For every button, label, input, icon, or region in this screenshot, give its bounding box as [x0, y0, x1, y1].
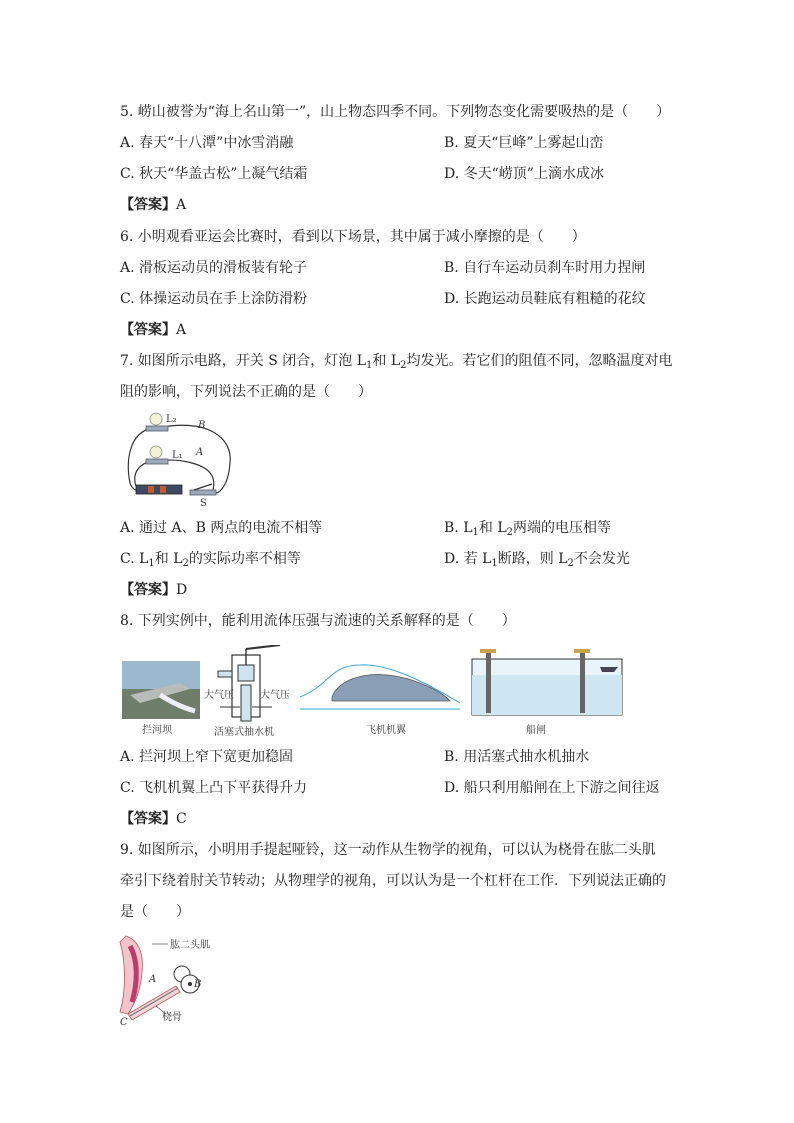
switch-icon — [190, 490, 216, 495]
switch-lever — [194, 484, 212, 490]
subscript: 2 — [400, 360, 407, 371]
subscript: 1 — [148, 558, 155, 569]
q7-answer — [120, 580, 187, 600]
q6-option-d: D. 长跑运动员鞋底有粗糙的花纹 — [444, 291, 646, 307]
text: 和 L — [154, 551, 183, 567]
q6-option-b: B. 自行车运动员刹车时用力捏闸 — [444, 260, 646, 276]
text: 两端的电压相等 — [513, 520, 611, 536]
subscript: 1 — [472, 527, 479, 538]
q7-stem-line2: 阻的影响，下列说法不正确的是（ ） — [120, 384, 372, 400]
q5-stem: 5. 崂山被誉为“海上名山第一”，山上物态四季不同。下列物态变化需要吸热的是（ ） — [120, 104, 671, 120]
label-atm-right: 大气压 — [260, 690, 290, 701]
answer-value: A — [176, 322, 187, 338]
battery-cell — [148, 486, 154, 493]
q6-option-c: C. 体操运动员在手上涂防滑粉 — [120, 291, 308, 307]
q8-stem: 8. 下列实例中，能利用流体压强与流速的关系解释的是（ ） — [120, 613, 516, 629]
answer-value: C — [176, 811, 187, 827]
lock-gate-left — [486, 651, 491, 713]
lamp-base-l1 — [146, 459, 168, 464]
q8-option-c: C. 飞机机翼上凸下平获得升力 — [120, 780, 308, 796]
q8-answer — [120, 809, 187, 829]
label-b: B — [194, 979, 202, 990]
q8-option-a: A. 拦河坝上窄下宽更加稳固 — [120, 749, 294, 765]
subscript: 2 — [567, 558, 574, 569]
point-b — [188, 982, 192, 986]
label-a: A — [196, 447, 204, 458]
label-l1: L₁ — [172, 450, 183, 461]
text: 和 L — [372, 353, 401, 369]
battery-icon — [136, 485, 182, 494]
lock-gate-cap — [480, 649, 496, 653]
lock-gate-right — [580, 651, 585, 713]
label-c: C — [120, 1017, 128, 1027]
bulb-l1-icon — [150, 446, 162, 458]
label-a: A — [149, 974, 157, 985]
text: C. L — [120, 551, 149, 567]
lamp-base-l2 — [146, 426, 168, 431]
answer-label: 【答案】 — [120, 322, 176, 338]
subscript: 1 — [491, 558, 498, 569]
subscript: 1 — [366, 360, 373, 371]
label-s: S — [200, 498, 207, 508]
q7-option-d — [444, 549, 630, 569]
pump-chamber — [238, 665, 254, 681]
q9-stem-line3: 是（ ） — [120, 904, 190, 920]
answer-label: 【答案】 — [120, 197, 176, 213]
q6-option-a: A. 滑板运动员的滑板装有轮子 — [120, 260, 308, 276]
subscript: 2 — [506, 527, 513, 538]
q8-option-d: D. 船只利用船闸在上下游之间往返 — [444, 780, 660, 796]
q9-arm-figure — [116, 932, 226, 1027]
q6-stem: 6. 小明观看亚运会比赛时，看到以下场景，其中属于减小摩擦的是（ ） — [120, 229, 586, 245]
q5-answer — [120, 195, 186, 215]
q6-answer — [120, 320, 186, 340]
q5-option-b: B. 夏天“巨峰”上雾起山峦 — [444, 135, 604, 151]
pump-handle — [246, 645, 280, 649]
text: 的实际功率不相等 — [188, 551, 301, 567]
label-pump: 活塞式抽水机 — [214, 727, 274, 738]
q5-option-a: A. 春天“十八潭”中冰雪消融 — [120, 135, 294, 151]
text: 断路，则 L — [497, 551, 568, 567]
lock-water — [472, 675, 622, 715]
lock-gate-cap — [574, 649, 590, 653]
q7-option-b — [444, 518, 611, 538]
text: D. 若 L — [444, 551, 492, 567]
q5-option-d: D. 冬天“崂顶”上滴水成冰 — [444, 166, 604, 182]
label-b: B — [198, 420, 206, 431]
q7-stem-line1 — [120, 351, 673, 371]
wire-b — [158, 425, 230, 493]
q7-option-c — [120, 549, 301, 569]
q8-figures — [120, 645, 630, 740]
text: 7. 如图所示电路，开关 S 闭合，灯泡 L — [120, 353, 367, 369]
q9-stem-line2: 牵引下绕着肘关节转动；从物理学的视角，可以认为是一个杠杆在工作．下列说法正确的 — [120, 873, 666, 889]
text: 均发光。若它们的阻值不同，忽略温度对电 — [406, 353, 673, 369]
wire-inner — [135, 461, 152, 486]
text: B. L — [444, 520, 473, 536]
text: 和 L — [478, 520, 507, 536]
label-atm-left: 大气压 — [204, 690, 234, 701]
q7-option-a: A. 通过 A、B 两点的电流不相等 — [120, 520, 323, 536]
answer-label: 【答案】 — [120, 582, 176, 598]
text: 不会发光 — [573, 551, 630, 567]
pump-pipe — [241, 685, 251, 721]
battery-cell — [160, 486, 166, 493]
answer-label: 【答案】 — [120, 811, 176, 827]
q9-stem-line1: 9. 如图所示，小明用手提起哑铃，这一动作从生物学的视角，可以认为桡骨在肱二头肌 — [120, 842, 656, 858]
q8-option-b: B. 用活塞式抽水机抽水 — [444, 749, 590, 765]
label-dam: 拦河坝 — [142, 725, 172, 736]
q7-circuit-figure — [118, 408, 238, 508]
pump-spout — [218, 671, 232, 677]
answer-value: D — [176, 582, 188, 598]
label-l2: L₂ — [166, 414, 177, 425]
q5-option-c: C. 秋天“华盖古松”上凝气结霜 — [120, 166, 308, 182]
label-wing: 飞机机翼 — [366, 725, 406, 736]
answer-value: A — [176, 197, 187, 213]
label-bone: 桡骨 — [162, 1012, 182, 1023]
label-lock: 船闸 — [526, 725, 546, 736]
label-muscle: 肱二头肌 — [170, 940, 210, 951]
bulb-l2-icon — [150, 413, 162, 425]
subscript: 2 — [182, 558, 189, 569]
